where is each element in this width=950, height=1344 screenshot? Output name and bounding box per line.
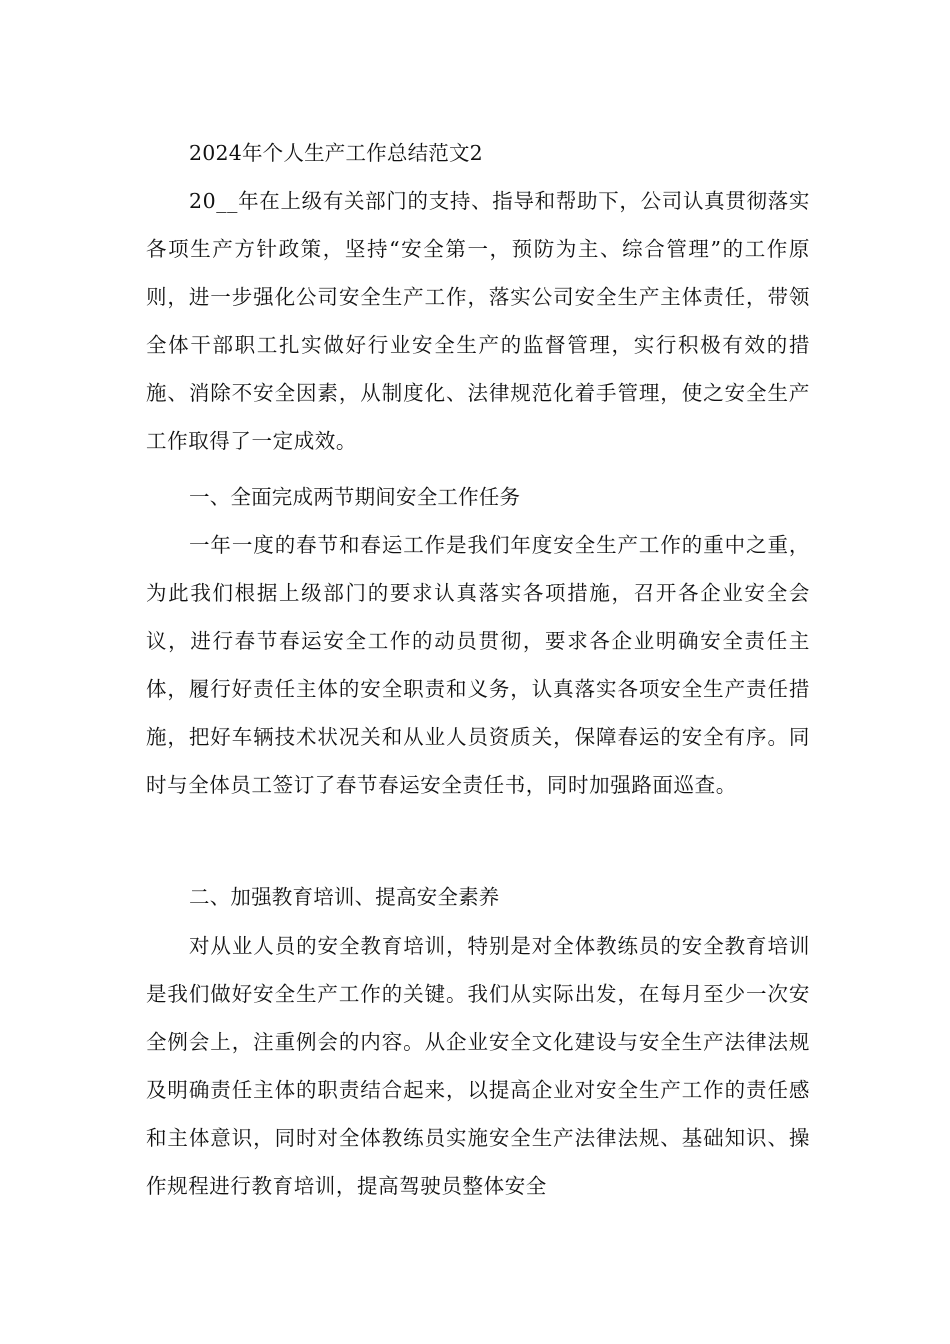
section-2-heading: 二、加强教育培训、提高安全素养 — [189, 885, 500, 909]
intro-paragraph: 20__年在上级有关部门的支持、指导和帮助下，公司认真贯彻落实各项生产方针政策，坚持“安全第一，预防为主、综合管理”的工作原则，进一步强化公司安全生产工作，落实公司安全生产主体责任，带领全体干部职工扎实做好行业安全生产的监督管理，实行积极有效的措施、消除不安全因素，从制度化、法律规范化着手管理，使之安全生产工作取得了一定成效。 — [146, 189, 810, 453]
section-1-body: 一年一度的春节和春运工作是我们年度安全生产工作的重中之重，为此我们根据上级部门的要求认真落实各项措施，召开各企业安全会议，进行春节春运安全工作的动员贯彻，要求各企业明确安全责任主体，履行好责任主体的安全职责和义务，认真落实各项安全生产责任措施，把好车辆技术状况关和从业人员资质关，保障春运的安全有序。同时与全体员工签订了春节春运安全责任书，同时加强路面巡查。 — [146, 533, 810, 797]
section-1-heading: 一、全面完成两节期间安全工作任务 — [189, 485, 521, 509]
section-2-body: 对从业人员的安全教育培训，特别是对全体教练员的安全教育培训是我们做好安全生产工作的关键。我们从实际出发，在每月至少一次安全例会上，注重例会的内容。从企业安全文化建设与安全生产法律法规及明确责任主体的职责结合起来，以提高企业对安全生产工作的责任感和主体意识，同时对全体教练员实施安全生产法律法规、基础知识、操作规程进行教育培训，提高驾驶员整体安全 — [146, 934, 810, 1198]
document-title: 2024年个人生产工作总结范文2 — [189, 141, 483, 165]
